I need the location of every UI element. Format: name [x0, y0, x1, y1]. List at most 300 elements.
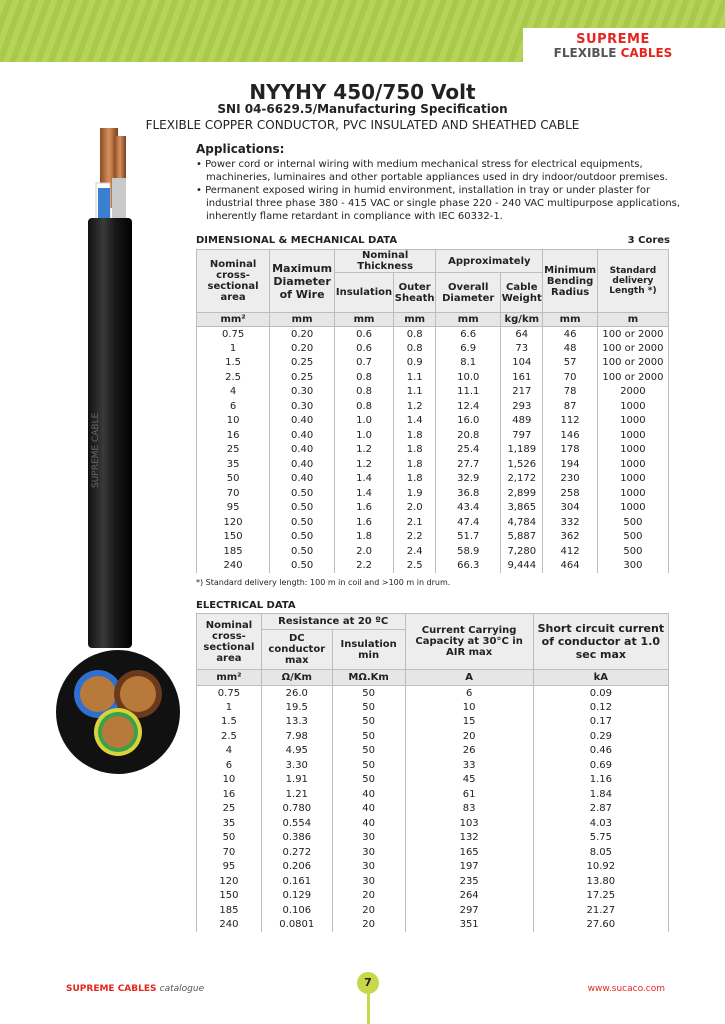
- table-row: [197, 831, 669, 846]
- table-cell: 1.16: [533, 773, 668, 788]
- application-item: • Permanent exposed wiring in humid environment, installation in tray or under plaster for industrial three phase 380 - 415 VAC or single phase 220 - 240 VAC multipurpose applications, inherently flame retardant in compliance with IEC 60332-1.: [196, 185, 681, 222]
- footer-catalogue: catalogue: [159, 984, 205, 994]
- table-cell: 293: [501, 399, 543, 414]
- table-cell: 40: [332, 816, 405, 831]
- table-cell: 0.7: [335, 356, 394, 371]
- cable-print: SUPREME CABLE: [91, 412, 101, 488]
- table-cell: 1000: [597, 486, 668, 501]
- table-cell: 70: [197, 845, 262, 860]
- table-cell: 25: [197, 802, 262, 817]
- table-cell: 1.8: [335, 530, 394, 545]
- table-cell: 0.9: [394, 356, 436, 371]
- table-cell: 1.8: [394, 443, 436, 458]
- table-cell: 50: [332, 700, 405, 715]
- table-cell: 489: [501, 414, 543, 429]
- brand-bottom: [523, 46, 703, 60]
- table-cell: 43.4: [436, 501, 501, 516]
- table-cell: 0.46: [533, 744, 668, 759]
- table-cell: 3,865: [501, 501, 543, 516]
- table-cell: 58.9: [436, 544, 501, 559]
- table-cell: 10: [197, 414, 270, 429]
- spec-subtitle: SNI 04-6629.5/Manufacturing Specification: [217, 102, 508, 116]
- table-cell: 95: [197, 501, 270, 516]
- table-cell: 25: [197, 443, 270, 458]
- unit-cell: MΩ.Km: [332, 670, 405, 686]
- table-cell: 6: [197, 399, 270, 414]
- table-cell: 2,172: [501, 472, 543, 487]
- table-cell: 230: [543, 472, 597, 487]
- table-cell: 30: [332, 860, 405, 875]
- table-cell: 161: [501, 370, 543, 385]
- table-cell: 87: [543, 399, 597, 414]
- cable-cross-section-image: [54, 648, 182, 776]
- table-cell: 1.1: [394, 385, 436, 400]
- table-row: [197, 428, 669, 443]
- table-cell: 0.50: [270, 515, 335, 530]
- table-cell: 1.6: [335, 515, 394, 530]
- table-row: [197, 370, 669, 385]
- dimensional-table: [196, 249, 669, 573]
- table-cell: 20.8: [436, 428, 501, 443]
- table-cell: 16: [197, 787, 262, 802]
- table-cell: 178: [543, 443, 597, 458]
- table-cell: 0.386: [261, 831, 332, 846]
- table-cell: 20: [332, 889, 405, 904]
- table-cell: 0.8: [335, 370, 394, 385]
- table-cell: 70: [197, 486, 270, 501]
- table-cell: 12.4: [436, 399, 501, 414]
- table-cell: 120: [197, 874, 262, 889]
- table-cell: 70: [543, 370, 597, 385]
- table-cell: 1,526: [501, 457, 543, 472]
- table-cell: 17.25: [533, 889, 668, 904]
- table-cell: 297: [405, 903, 533, 918]
- table-cell: 132: [405, 831, 533, 846]
- table-row: [197, 472, 669, 487]
- table-row: [197, 918, 669, 933]
- table-cell: 1.4: [335, 486, 394, 501]
- table-cell: 0.161: [261, 874, 332, 889]
- col-min-bending: Minimum Bending Radius: [543, 250, 597, 313]
- table-cell: 11.1: [436, 385, 501, 400]
- table-cell: 0.25: [270, 356, 335, 371]
- table-cell: 1.8: [394, 428, 436, 443]
- cable-image: [68, 128, 140, 648]
- table-cell: 2000: [597, 385, 668, 400]
- table-cell: 103: [405, 816, 533, 831]
- table-cell: 78: [543, 385, 597, 400]
- table-cell: 1.8: [394, 472, 436, 487]
- table-cell: 1000: [597, 428, 668, 443]
- table-row: [197, 744, 669, 759]
- table-cell: 0.8: [394, 341, 436, 356]
- table-cell: 1.5: [197, 356, 270, 371]
- footer-website[interactable]: www.sucaco.com: [587, 984, 665, 994]
- unit-cell: mm²: [197, 313, 270, 327]
- table-row: [197, 787, 669, 802]
- unit-cell: mm: [436, 313, 501, 327]
- table-cell: 2.2: [394, 530, 436, 545]
- table-cell: 2.0: [394, 501, 436, 516]
- table-cell: 45: [405, 773, 533, 788]
- dimensional-section-title: DIMENSIONAL & MECHANICAL DATA: [196, 235, 398, 246]
- table-cell: 20: [332, 903, 405, 918]
- col-max-diameter: Maximum Diameter of Wire: [270, 250, 335, 313]
- unit-cell: mm²: [197, 670, 262, 686]
- table-cell: 30: [332, 874, 405, 889]
- brand-logo: [523, 28, 725, 62]
- table-cell: 30: [332, 831, 405, 846]
- table-cell: 185: [197, 903, 262, 918]
- table-row: [197, 874, 669, 889]
- table-cell: 0.6: [335, 341, 394, 356]
- table-cell: 0.554: [261, 816, 332, 831]
- table-cell: 0.780: [261, 802, 332, 817]
- table-cell: 1000: [597, 443, 668, 458]
- table-cell: 21.27: [533, 903, 668, 918]
- table-cell: 10: [197, 773, 262, 788]
- table-cell: 351: [405, 918, 533, 933]
- applications: [196, 143, 686, 223]
- table-cell: 464: [543, 559, 597, 574]
- table-cell: 0.30: [270, 385, 335, 400]
- table-cell: 10.92: [533, 860, 668, 875]
- table-cell: 100 or 2000: [597, 327, 668, 342]
- table-cell: 0.40: [270, 472, 335, 487]
- unit-cell: kA: [533, 670, 668, 686]
- table-cell: 51.7: [436, 530, 501, 545]
- application-item: • Power cord or internal wiring with medium mechanical stress for electrical equipments, machineries, luminaires and other portable appliances used in dry indoor/outdoor premises.: [196, 159, 668, 183]
- table-cell: 4: [197, 385, 270, 400]
- col-nominal-thickness: Nominal Thickness: [335, 250, 436, 273]
- table-cell: 240: [197, 918, 262, 933]
- table-cell: 1.2: [335, 457, 394, 472]
- table-cell: 0.206: [261, 860, 332, 875]
- table-row: [197, 414, 669, 429]
- table-cell: 19.5: [261, 700, 332, 715]
- table-cell: 2.2: [335, 559, 394, 574]
- col-approximately: Approximately: [436, 250, 543, 273]
- table-cell: 0.129: [261, 889, 332, 904]
- brand-bottom-b: CABLES: [620, 46, 673, 60]
- unit-cell: mm: [270, 313, 335, 327]
- table-cell: 0.106: [261, 903, 332, 918]
- table-cell: 4,784: [501, 515, 543, 530]
- table-row: [197, 515, 669, 530]
- table-cell: 27.60: [533, 918, 668, 933]
- table-row: [197, 889, 669, 904]
- table-cell: 197: [405, 860, 533, 875]
- table-row: [197, 501, 669, 516]
- col-dc-conductor: DC conductor max: [261, 630, 332, 670]
- table-cell: 95: [197, 860, 262, 875]
- table-cell: 26.0: [261, 686, 332, 701]
- table-cell: 0.40: [270, 414, 335, 429]
- table-row: [197, 816, 669, 831]
- table-cell: 0.29: [533, 729, 668, 744]
- table-cell: 6.6: [436, 327, 501, 342]
- table-cell: 235: [405, 874, 533, 889]
- table-cell: 0.8: [335, 385, 394, 400]
- table-cell: 194: [543, 457, 597, 472]
- table-cell: 35: [197, 457, 270, 472]
- table-row: [197, 773, 669, 788]
- unit-cell: kg/km: [501, 313, 543, 327]
- table-cell: 25.4: [436, 443, 501, 458]
- table-cell: 100 or 2000: [597, 341, 668, 356]
- table-row: [197, 530, 669, 545]
- col-resistance: Resistance at 20 ºC: [261, 614, 405, 630]
- table-row: [197, 457, 669, 472]
- table-cell: 146: [543, 428, 597, 443]
- table-cell: 32.9: [436, 472, 501, 487]
- brand-top: SUPREME: [576, 32, 650, 47]
- table-cell: 1.6: [335, 501, 394, 516]
- table-row: [197, 399, 669, 414]
- table-cell: 1.91: [261, 773, 332, 788]
- table-cell: 0.0801: [261, 918, 332, 933]
- table-cell: 0.50: [270, 559, 335, 574]
- table-cell: 0.6: [335, 327, 394, 342]
- table-row: [197, 443, 669, 458]
- table-cell: 0.50: [270, 486, 335, 501]
- table-cell: 0.20: [270, 341, 335, 356]
- table-cell: 50: [332, 715, 405, 730]
- table-row: [197, 385, 669, 400]
- table-cell: 2.5: [197, 729, 262, 744]
- unit-cell: mm: [394, 313, 436, 327]
- table-cell: 57: [543, 356, 597, 371]
- table-cell: 0.09: [533, 686, 668, 701]
- table-cell: 100 or 2000: [597, 356, 668, 371]
- table-cell: 26: [405, 744, 533, 759]
- table-cell: 258: [543, 486, 597, 501]
- table-cell: 150: [197, 530, 270, 545]
- col-e-nominal: Nominal cross-sectional area: [197, 614, 262, 670]
- col-short-circuit: Short circuit current of conductor at 1.0 sec max: [533, 614, 668, 670]
- table-cell: 50: [332, 686, 405, 701]
- table-cell: 50: [332, 729, 405, 744]
- description-subtitle: FLEXIBLE COPPER CONDUCTOR, PVC INSULATED AND SHEATHED CABLE: [145, 118, 580, 132]
- table-cell: 1.8: [394, 457, 436, 472]
- table-cell: 83: [405, 802, 533, 817]
- footer-brand-name: SUPREME CABLES: [66, 984, 157, 994]
- table-cell: 1.84: [533, 787, 668, 802]
- col-current-capacity: Current Carrying Capacity at 30°C in AIR max: [405, 614, 533, 670]
- page-stripe: [367, 994, 370, 1024]
- table-cell: 73: [501, 341, 543, 356]
- table-cell: 112: [543, 414, 597, 429]
- table-cell: 0.40: [270, 443, 335, 458]
- table-cell: 412: [543, 544, 597, 559]
- electrical-table: [196, 613, 669, 932]
- table-cell: 3.30: [261, 758, 332, 773]
- table-cell: 0.40: [270, 428, 335, 443]
- table-row: [197, 486, 669, 501]
- table-cell: 0.30: [270, 399, 335, 414]
- table-row: [197, 559, 669, 574]
- table-cell: 66.3: [436, 559, 501, 574]
- table-cell: 30: [332, 845, 405, 860]
- table-cell: 16: [197, 428, 270, 443]
- table-cell: 0.50: [270, 501, 335, 516]
- table-cell: 50: [332, 773, 405, 788]
- table-cell: 64: [501, 327, 543, 342]
- unit-cell: A: [405, 670, 533, 686]
- table-cell: 0.8: [335, 399, 394, 414]
- table-cell: 1.4: [335, 472, 394, 487]
- table-cell: 217: [501, 385, 543, 400]
- table-cell: 33: [405, 758, 533, 773]
- table-cell: 0.75: [197, 327, 270, 342]
- col-overall-diameter: Overall Diameter: [436, 273, 501, 313]
- table-cell: 2.4: [394, 544, 436, 559]
- table-row: [197, 356, 669, 371]
- unit-cell: mm: [543, 313, 597, 327]
- table-cell: 8.05: [533, 845, 668, 860]
- table-cell: 1000: [597, 399, 668, 414]
- table-cell: 47.4: [436, 515, 501, 530]
- table-cell: 120: [197, 515, 270, 530]
- table-cell: 50: [332, 744, 405, 759]
- table-cell: 6: [405, 686, 533, 701]
- table-cell: 10: [405, 700, 533, 715]
- table-row: [197, 903, 669, 918]
- table-cell: 7,280: [501, 544, 543, 559]
- col-insulation-min: Insulation min: [332, 630, 405, 670]
- table-cell: 6: [197, 758, 262, 773]
- table-row: [197, 327, 669, 342]
- table-row: [197, 341, 669, 356]
- table-cell: 61: [405, 787, 533, 802]
- col-outer-sheath: Outer Sheath: [394, 273, 436, 313]
- table-cell: 1.4: [394, 414, 436, 429]
- table-cell: 1000: [597, 472, 668, 487]
- table-cell: 27.7: [436, 457, 501, 472]
- table-cell: 0.75: [197, 686, 262, 701]
- table-cell: 1.0: [335, 414, 394, 429]
- table-cell: 2.5: [197, 370, 270, 385]
- cores-label: 3 Cores: [627, 235, 670, 246]
- table-cell: 35: [197, 816, 262, 831]
- page-title: NYYHY 450/750 Volt: [249, 80, 476, 104]
- table-cell: 150: [197, 889, 262, 904]
- page-number: 7: [357, 972, 379, 994]
- table-cell: 13.3: [261, 715, 332, 730]
- table-cell: 362: [543, 530, 597, 545]
- table-cell: 10.0: [436, 370, 501, 385]
- table-cell: 0.40: [270, 457, 335, 472]
- table-cell: 4: [197, 744, 262, 759]
- table-row: [197, 860, 669, 875]
- col-nominal: Nominal cross-sectional area: [197, 250, 270, 313]
- table-cell: 1.5: [197, 715, 262, 730]
- table-cell: 48: [543, 341, 597, 356]
- table-cell: 16.0: [436, 414, 501, 429]
- table-cell: 500: [597, 530, 668, 545]
- table-cell: 0.17: [533, 715, 668, 730]
- table-cell: 1000: [597, 457, 668, 472]
- table-cell: 7.98: [261, 729, 332, 744]
- table-cell: 50: [332, 758, 405, 773]
- electrical-section-title: ELECTRICAL DATA: [196, 600, 296, 611]
- brand-bottom-a: FLEXIBLE: [553, 46, 617, 60]
- table-row: [197, 758, 669, 773]
- col-cable-weight: Cable Weight: [501, 273, 543, 313]
- table-cell: 2.0: [335, 544, 394, 559]
- table-row: [197, 845, 669, 860]
- table-cell: 1,189: [501, 443, 543, 458]
- table-cell: 300: [597, 559, 668, 574]
- table-cell: 0.50: [270, 530, 335, 545]
- table-cell: 500: [597, 515, 668, 530]
- table-cell: 4.95: [261, 744, 332, 759]
- table-cell: 50: [197, 831, 262, 846]
- table-cell: 0.20: [270, 327, 335, 342]
- table-cell: 1: [197, 700, 262, 715]
- table-row: [197, 802, 669, 817]
- table-cell: 4.03: [533, 816, 668, 831]
- table-cell: 2.1: [394, 515, 436, 530]
- table-cell: 1.9: [394, 486, 436, 501]
- table-row: [197, 700, 669, 715]
- table-cell: 40: [332, 787, 405, 802]
- table-cell: 50: [197, 472, 270, 487]
- unit-cell: Ω/Km: [261, 670, 332, 686]
- table-cell: 1.2: [335, 443, 394, 458]
- table-cell: 797: [501, 428, 543, 443]
- delivery-note: *) Standard delivery length: 100 m in coil and >100 m in drum.: [196, 578, 451, 587]
- table-cell: 500: [597, 544, 668, 559]
- table-cell: 20: [405, 729, 533, 744]
- table-cell: 5.75: [533, 831, 668, 846]
- table-cell: 264: [405, 889, 533, 904]
- table-cell: 240: [197, 559, 270, 574]
- col-insulation: Insulation: [335, 273, 394, 313]
- table-row: [197, 729, 669, 744]
- table-cell: 13.80: [533, 874, 668, 889]
- table-cell: 40: [332, 802, 405, 817]
- table-cell: 46: [543, 327, 597, 342]
- table-cell: 304: [543, 501, 597, 516]
- table-cell: 1000: [597, 501, 668, 516]
- table-cell: 8.1: [436, 356, 501, 371]
- table-cell: 0.69: [533, 758, 668, 773]
- table-row: [197, 686, 669, 701]
- table-cell: 2,899: [501, 486, 543, 501]
- table-cell: 1.0: [335, 428, 394, 443]
- table-cell: 0.50: [270, 544, 335, 559]
- table-cell: 0.8: [394, 327, 436, 342]
- table-cell: 1000: [597, 414, 668, 429]
- table-cell: 0.272: [261, 845, 332, 860]
- table-cell: 1.21: [261, 787, 332, 802]
- table-cell: 0.12: [533, 700, 668, 715]
- unit-cell: m: [597, 313, 668, 327]
- table-row: [197, 715, 669, 730]
- table-cell: 1: [197, 341, 270, 356]
- table-cell: 2.5: [394, 559, 436, 574]
- table-cell: 36.8: [436, 486, 501, 501]
- table-cell: 104: [501, 356, 543, 371]
- table-cell: 1.2: [394, 399, 436, 414]
- unit-cell: mm: [335, 313, 394, 327]
- table-cell: 185: [197, 544, 270, 559]
- table-cell: 15: [405, 715, 533, 730]
- table-cell: 5,887: [501, 530, 543, 545]
- table-cell: 332: [543, 515, 597, 530]
- table-cell: 20: [332, 918, 405, 933]
